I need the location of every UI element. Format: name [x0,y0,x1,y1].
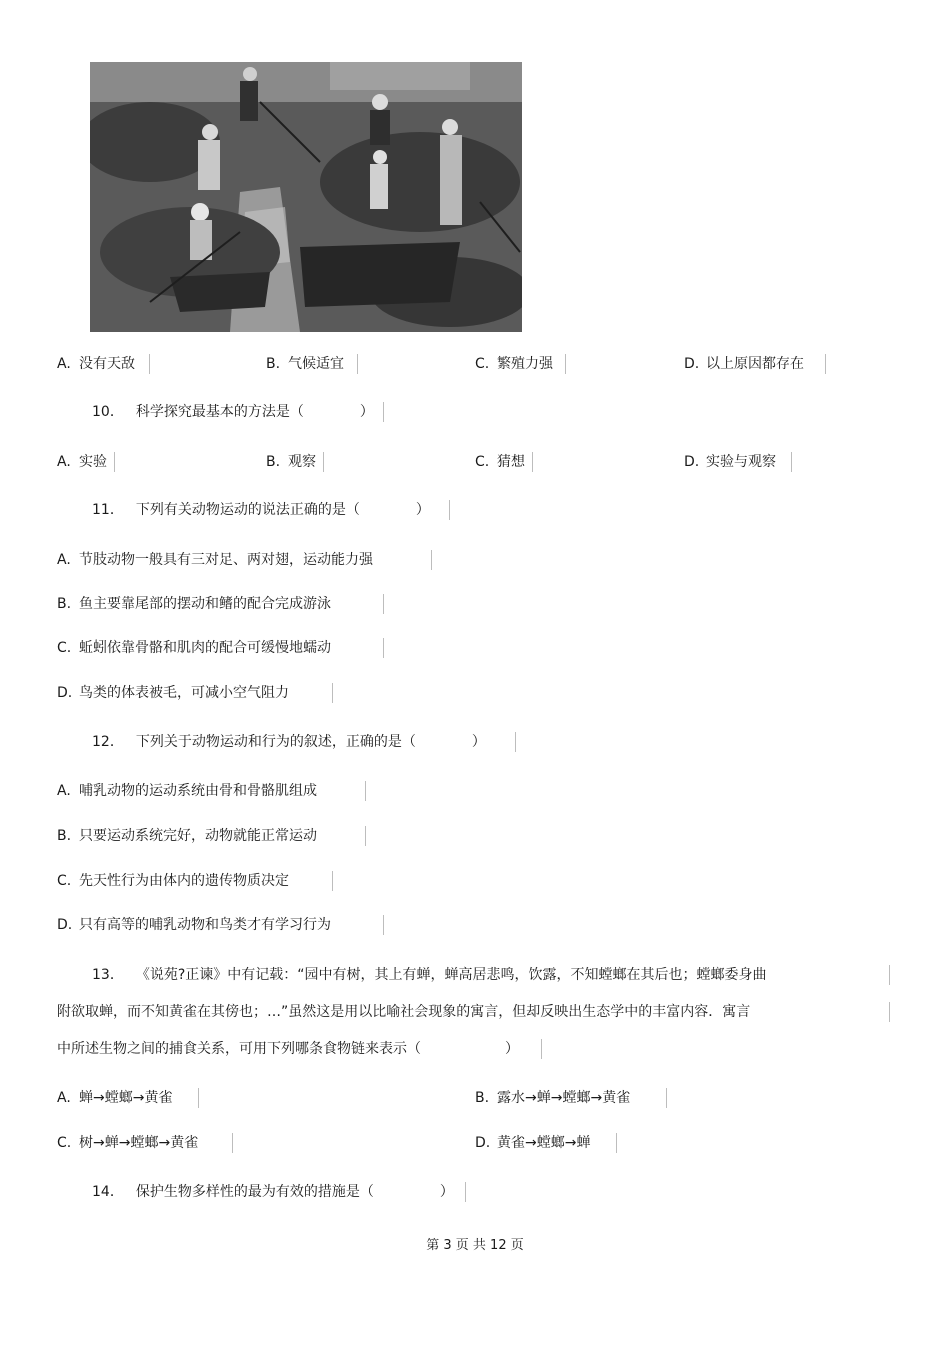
option-letter: D. [57,917,73,933]
q10-option-c[interactable] [475,452,525,472]
option-letter: D. [475,1135,491,1151]
option-text: 猜想 [497,454,525,470]
q12-option-a[interactable] [57,781,317,801]
answer-box-edge [232,1133,233,1153]
q13-option-c[interactable] [57,1133,198,1153]
option-letter: A. [57,454,71,470]
answer-box-edge [332,871,333,891]
question-12 [92,732,486,752]
question-number: 12． [92,734,124,750]
answer-box-edge [666,1088,667,1108]
question-close: ） [415,502,430,518]
option-letter: B. [57,828,72,844]
answer-box-edge [114,452,115,472]
question-number: 11． [92,502,124,518]
option-text: 只有高等的哺乳动物和鸟类才有学习行为 [79,917,331,933]
option-letter: A. [57,783,71,799]
question-10 [92,402,374,422]
question-13-line-3 [57,1039,519,1059]
question-13-line-1 [92,965,767,985]
q13-option-a[interactable] [57,1088,172,1108]
q12-option-d[interactable] [57,915,331,935]
question-stem: 下列关于动物运动和行为的叙述，正确的是（ [135,734,416,750]
option-letter: B. [475,1090,490,1106]
answer-box-edge [431,550,432,570]
option-text: 蝉→螳螂→黄雀 [79,1090,173,1106]
q11-option-a[interactable] [57,550,373,570]
question-number: 10． [92,404,124,420]
answer-box-edge [465,1182,466,1202]
option-letter: A. [57,552,71,568]
option-text: 露水→蝉→螳螂→黄雀 [497,1090,631,1106]
q12-option-c[interactable] [57,871,289,891]
question-text-line: 附欲取蝉，而不知黄雀在其傍也；…”虽然这是用以比喻社会现象的寓言，但却反映出生态学中的丰富内容．寓言 [57,1004,751,1020]
option-letter: B. [266,454,281,470]
option-letter: B. [57,596,72,612]
option-text: 以上原因都存在 [706,356,804,372]
option-text: 黄雀→螳螂→蝉 [497,1135,591,1151]
q9-option-a[interactable] [57,354,135,374]
question-close: ） [471,734,486,750]
answer-box-edge [889,1002,890,1022]
option-text: 气候适宜 [288,356,344,372]
q11-option-d[interactable] [57,683,289,703]
question-text-line: 中所述生物之间的捕食关系，可用下列哪条食物链来表示（ [57,1041,421,1057]
answer-box-edge [532,452,533,472]
option-text: 节肢动物一般具有三对足、两对翅，运动能力强 [79,552,373,568]
question-stem: 下列有关动物运动的说法正确的是（ [135,502,360,518]
option-text: 实验与观察 [706,454,776,470]
option-text: 树→蝉→螳螂→黄雀 [79,1135,199,1151]
answer-box-edge [449,500,450,520]
option-letter: D. [684,356,700,372]
option-text: 鸟类的体表被毛，可减小空气阻力 [79,685,289,701]
answer-box-edge [565,354,566,374]
question-13-line-2 [57,1002,750,1022]
question-close: ） [439,1184,454,1200]
q11-option-b[interactable] [57,594,331,614]
answer-box-edge [383,594,384,614]
option-letter: B. [266,356,281,372]
option-text: 蚯蚓依靠骨骼和肌肉的配合可缓慢地蠕动 [79,640,331,656]
answer-box-edge [889,965,890,985]
q10-option-b[interactable] [266,452,316,472]
option-letter: A. [57,356,71,372]
question-close: ） [505,1041,519,1057]
photo-illustration [90,62,522,332]
option-text: 繁殖力强 [497,356,553,372]
q10-option-d[interactable] [684,452,776,472]
answer-box-edge [541,1039,542,1059]
question-text-line: 《说苑?正谏》中有记载：“园中有树，其上有蝉，蝉高居悲鸣，饮露，不知螳螂在其后也；螳螂委身曲 [135,967,767,983]
question-stem: 保护生物多样性的最为有效的措施是（ [135,1184,374,1200]
option-text: 先天性行为由体内的遗传物质决定 [79,873,289,889]
answer-box-edge [323,452,324,472]
q12-option-b[interactable] [57,826,317,846]
answer-box-edge [515,732,516,752]
option-letter: C. [57,640,72,656]
q11-option-c[interactable] [57,638,331,658]
question-number: 13． [92,967,124,983]
answer-box-edge [357,354,358,374]
q9-option-b[interactable] [266,354,344,374]
question-14 [92,1182,454,1202]
q10-option-a[interactable] [57,452,107,472]
answer-box-edge [616,1133,617,1153]
option-letter: C. [475,454,490,470]
option-letter: C. [57,1135,72,1151]
page-footer: 第 3 页 共 12 页 [426,1238,524,1253]
option-text: 没有天敌 [79,356,135,372]
answer-box-edge [791,452,792,472]
answer-box-edge [383,638,384,658]
water-hyacinth-photo [90,62,522,332]
q9-option-d[interactable] [684,354,804,374]
q13-option-b[interactable] [475,1088,630,1108]
question-11 [92,500,430,520]
answer-box-edge [365,781,366,801]
option-text: 观察 [288,454,316,470]
answer-box-edge [365,826,366,846]
answer-box-edge [149,354,150,374]
option-letter: C. [57,873,72,889]
option-text: 只要运动系统完好，动物就能正常运动 [79,828,317,844]
question-stem: 科学探究最基本的方法是（ [135,404,304,420]
option-letter: D. [684,454,700,470]
q13-option-d[interactable] [475,1133,590,1153]
question-number: 14． [92,1184,124,1200]
option-letter: C. [475,356,490,372]
question-close: ） [359,404,374,420]
answer-box-edge [825,354,826,374]
answer-box-edge [198,1088,199,1108]
option-text: 鱼主要靠尾部的摆动和鳍的配合完成游泳 [79,596,331,612]
option-letter: D. [57,685,73,701]
option-text: 实验 [79,454,107,470]
answer-box-edge [332,683,333,703]
option-text: 哺乳动物的运动系统由骨和骨骼肌组成 [79,783,317,799]
answer-box-edge [383,915,384,935]
answer-box-edge [383,402,384,422]
q9-option-c[interactable] [475,354,553,374]
option-letter: A. [57,1090,71,1106]
